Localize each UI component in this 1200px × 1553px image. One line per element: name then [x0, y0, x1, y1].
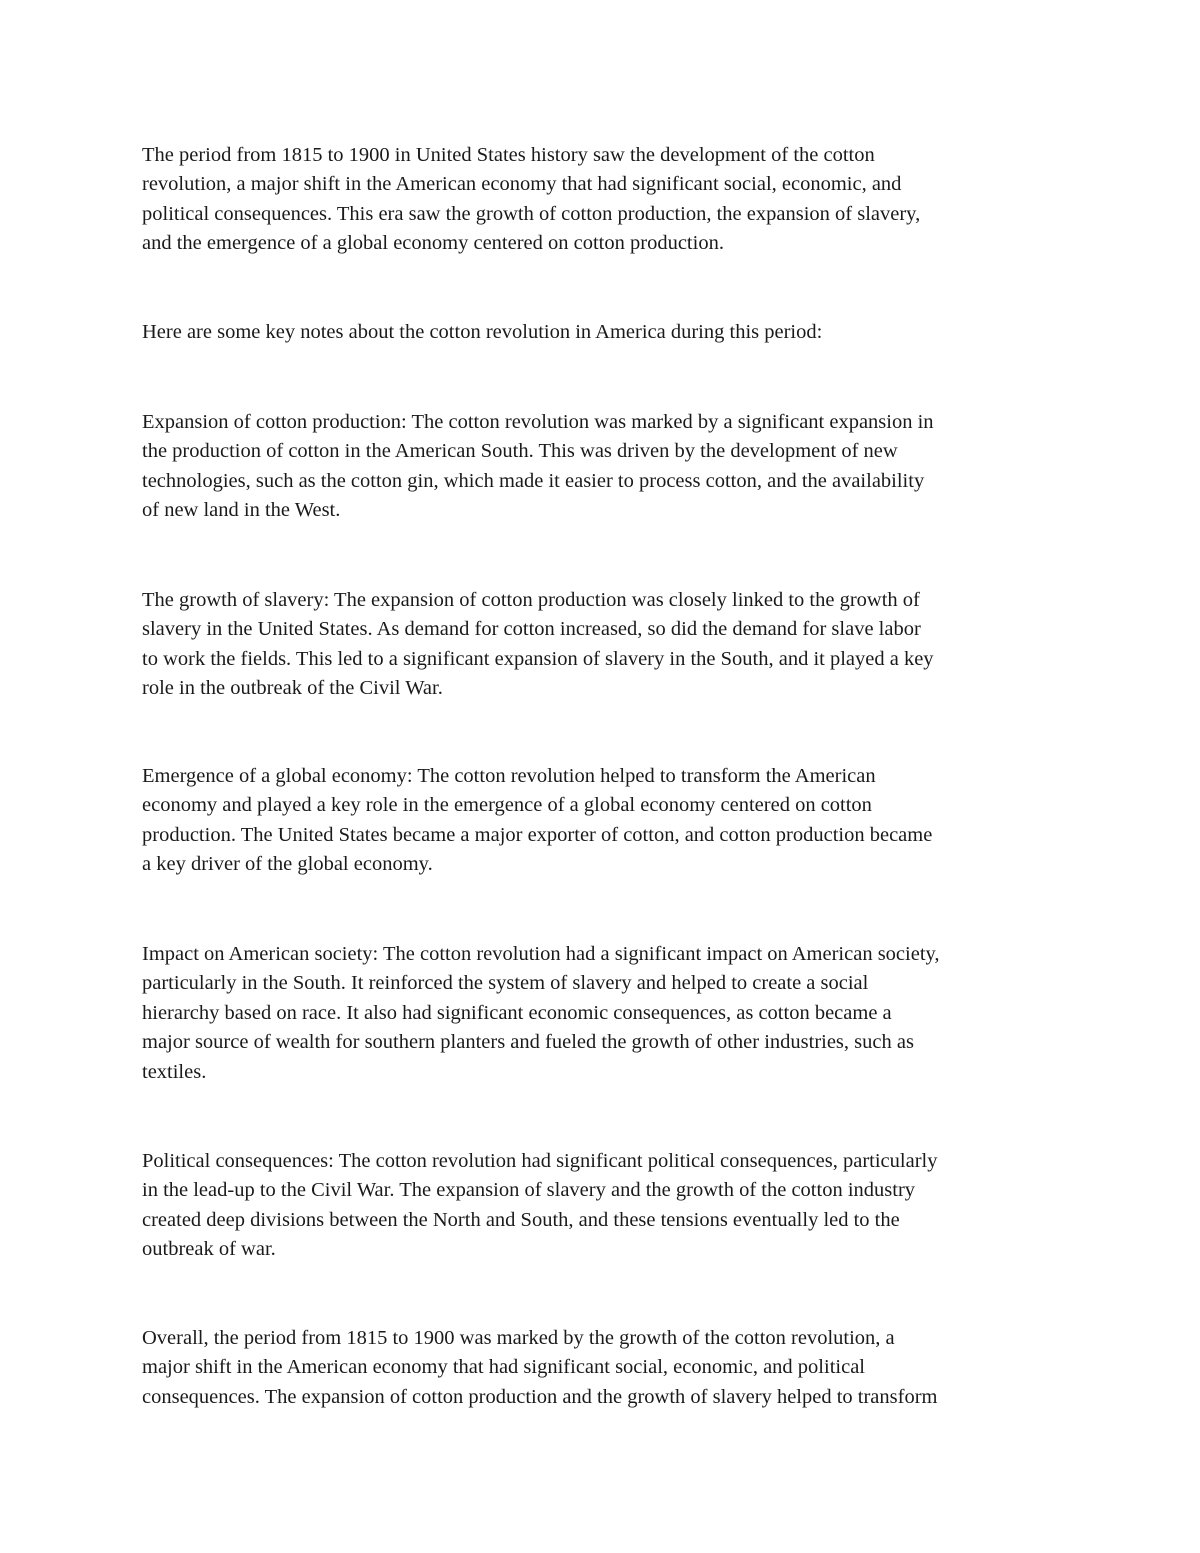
text-line: a key driver of the global economy.: [142, 853, 433, 876]
text-line: particularly in the South. It reinforced the system of slavery and helped to create a social: [142, 972, 869, 995]
paragraph-society: [142, 940, 1072, 1087]
text-line: outbreak of war.: [142, 1238, 276, 1261]
text-line: technologies, such as the cotton gin, which made it easier to process cotton, and the availability: [142, 469, 925, 492]
text-line: Expansion of cotton production: The cotton revolution was marked by a significant expansion in: [142, 411, 934, 433]
text-line: textiles.: [142, 1060, 207, 1083]
text-line: Political consequences: The cotton revolution had significant political consequences, particularly: [142, 1150, 938, 1172]
paragraph-key-notes: [142, 318, 1072, 347]
text-line: in the lead-up to the Civil War. The expansion of slavery and the growth of the cotton industry: [142, 1179, 916, 1202]
text-line: revolution, a major shift in the American economy that had significant social, economic, and: [142, 173, 902, 196]
text-line: the production of cotton in the American South. This was driven by the development of new: [142, 440, 898, 463]
text-line: created deep divisions between the North and South, and these tensions eventually led to the: [142, 1208, 900, 1231]
text-line: major source of wealth for southern planters and fueled the growth of other industries, such as: [142, 1031, 914, 1054]
paragraph-political: [142, 1147, 1072, 1265]
text-line: hierarchy based on race. It also had significant economic consequences, as cotton became a: [142, 1001, 892, 1024]
text-line: The period from 1815 to 1900 in United States history saw the development of the cotton: [142, 144, 875, 166]
paragraph-global-economy: [142, 762, 1072, 880]
paragraph-intro: [142, 141, 1072, 259]
text-line: role in the outbreak of the Civil War.: [142, 677, 443, 700]
text-line: political consequences. This era saw the growth of cotton production, the expansion of slavery,: [142, 202, 921, 225]
text-line: Impact on American society: The cotton revolution had a significant impact on American society,: [142, 943, 940, 965]
text-line: slavery in the United States. As demand for cotton increased, so did the demand for slave labor: [142, 618, 921, 641]
text-line: of new land in the West.: [142, 499, 341, 522]
text-line: production. The United States became a major exporter of cotton, and cotton production became: [142, 823, 933, 846]
text-line: Here are some key notes about the cotton revolution in America during this period:: [142, 321, 823, 343]
text-line: consequences. The expansion of cotton production and the growth of slavery helped to transform: [142, 1385, 938, 1408]
text-line: economy and played a key role in the emergence of a global economy centered on cotton: [142, 794, 872, 817]
paragraph-overall: [142, 1324, 1072, 1412]
paragraph-slavery: [142, 586, 1072, 704]
text-line: and the emergence of a global economy centered on cotton production.: [142, 232, 724, 255]
text-line: Overall, the period from 1815 to 1900 was marked by the growth of the cotton revolution, a: [142, 1327, 895, 1349]
paragraph-expansion: [142, 408, 1072, 526]
text-line: The growth of slavery: The expansion of cotton production was closely linked to the growth of: [142, 589, 920, 611]
text-line: to work the fields. This led to a significant expansion of slavery in the South, and it played a key: [142, 647, 934, 670]
text-line: Emergence of a global economy: The cotton revolution helped to transform the American: [142, 765, 876, 787]
text-line: major shift in the American economy that had significant social, economic, and political: [142, 1356, 865, 1379]
